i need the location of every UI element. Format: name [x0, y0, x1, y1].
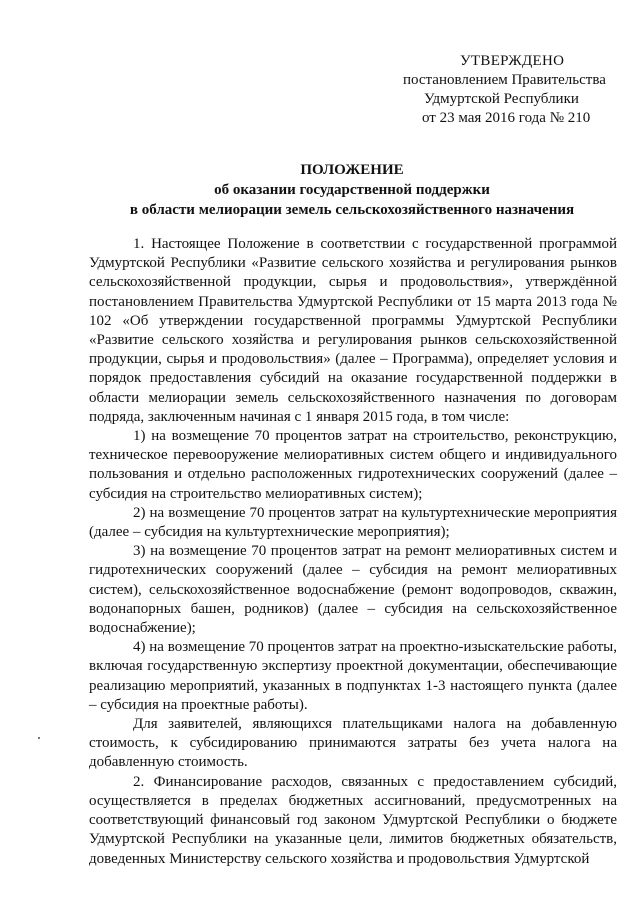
paragraph: 4) на возмещение 70 процентов затрат на проектно-изыскательские работы, включая государственную экспертизу проектной документации, обеспечивающие реализацию мероприятий, указанных в подпунктах 1-3 настоящего пункта (далее – субсидия на проектные работы). [89, 639, 617, 713]
paragraph: 1) на возмещение 70 процентов затрат на строительство, реконструкцию, техническое перевооружение мелиоративных систем общего и индивидуального пользования и отдельно расположенных гидротехнических сооружений (далее – субсидия на строительство мелиоративных систем); [89, 428, 617, 502]
approval-line: постановлением Правительства [403, 72, 606, 88]
title-heading: ПОЛОЖЕНИЕ [300, 162, 404, 178]
paragraph: 2. Финансирование расходов, связанных с предоставлением субсидий, осуществляется в пределах бюджетных ассигнований, предусмотренных на соответствующий финансовый год законом Удмуртской Республики о бюджете Удмуртской Республики на указанные цели, лимитов бюджетных обязательств, доведенных Министерству сельского хозяйства и продовольствия Удмуртской [89, 773, 617, 867]
approval-line: Удмуртской Республики [424, 91, 579, 107]
approval-stamp [400, 52, 640, 128]
document-body [89, 235, 617, 869]
title-line: в области мелиорации земель сельскохозяйственного назначения [129, 202, 575, 218]
scan-speck [38, 737, 40, 739]
title-line: об оказании государственной поддержки [214, 182, 490, 198]
paragraph: 1. Настоящее Положение в соответствии с государственной программой Удмуртской Республики «Развитие сельского хозяйства и регулирования рынков сельскохозяйственной продукции, сырья и продовольствия», утверждённой постановлением Правительства Удмуртской Республики от 15 марта 2013 года № 102 «Об утверждении государственной программы Удмуртской Республики «Развитие сельского хозяйства и регулирования рынков сельскохозяйственной продукции, сырья и продовольствия» (далее – Программа), определяет условия и порядок предоставления субсидий на оказание государственной поддержки в области мелиорации земель сельскохозяйственного назначения по договорам подряда, заключенным начиная с 1 января 2015 года, в том числе: [89, 236, 617, 425]
document-title [0, 160, 640, 220]
paragraph: 3) на возмещение 70 процентов затрат на ремонт мелиоративных систем и гидротехнических сооружений (далее – субсидия на ремонт мелиоративных систем), сельскохозяйственное водоснабжение (ремонт водопроводов, скважин, водонапорных башен, родников) (далее – субсидия на сельскохозяйственное водоснабжение); [89, 543, 617, 637]
paragraph: Для заявителей, являющихся плательщиками налога на добавленную стоимость, к субсидированию принимаются затраты без учета налога на добавленную стоимость. [89, 716, 617, 771]
paragraph: 2) на возмещение 70 процентов затрат на культуртехнические мероприятия (далее – субсидия на культуртехнические мероприятия); [89, 504, 617, 541]
approval-date-line: от 23 мая 2016 года № 210 [422, 110, 591, 126]
approval-label: УТВЕРЖДЕНО [460, 53, 565, 69]
